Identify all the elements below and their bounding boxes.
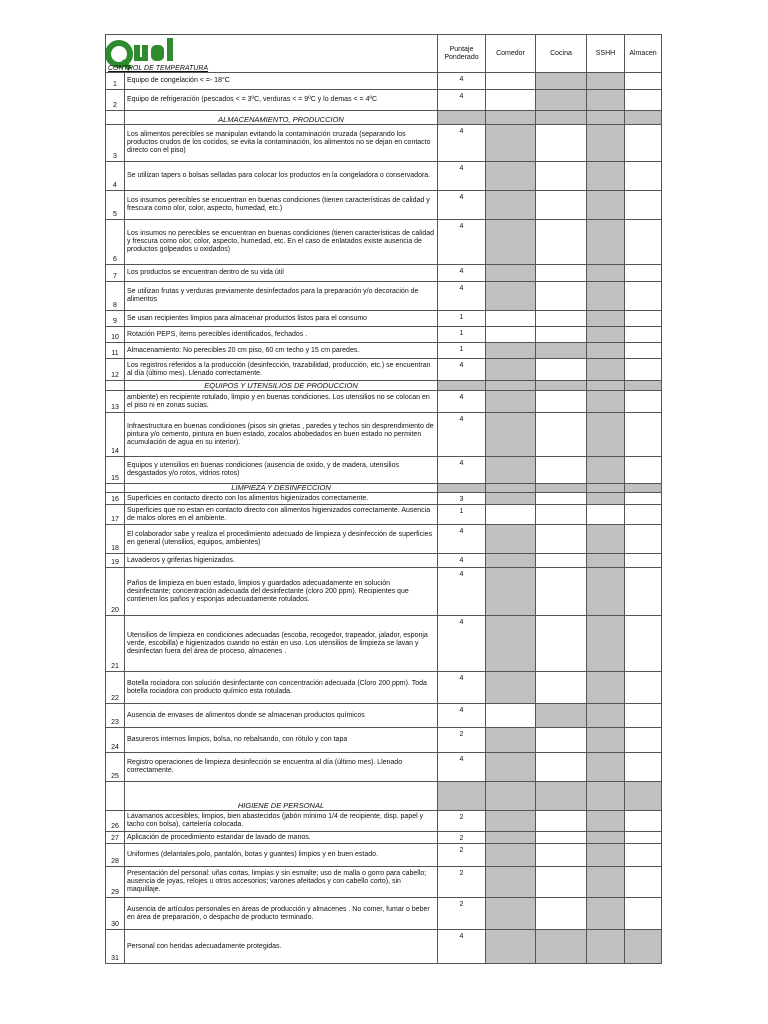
item-description: Los registros referidos a la producción (desinfección, trazabilidad, producción, etc.) se encuentran al día (último mes). Llenado correctamente. [125,359,438,381]
table-row [106,90,662,111]
cocina-cell[interactable] [536,832,587,844]
item-number: 25 [106,753,125,782]
item-description: Los insumos no perecibles se encuentran en buenas condiciones (tienen características de calidad y frescura como olor, color, aspecto, humedad, etc. En el caso de enlatados existe ausencia de productos golpeados u oxidados) [125,220,438,265]
almacen-cell[interactable] [625,672,662,704]
sshh-cell[interactable] [587,493,625,505]
item-number: 18 [106,525,125,554]
item-description: Los insumos perecibles se encuentran en buenas condiciones (tienen características de calidad y frescura como olor, color, aspecto, humedad, etc.) [125,191,438,220]
sshh-cell[interactable] [587,811,625,832]
item-description: Basureros internos limpios, bolsa, no rebalsando, con rótulo y con tapa [125,728,438,753]
section-fill-cell [587,782,625,811]
item-description: Ausencia de artículos personales en áreas de producción y almacenes . No comer, fumar o beber en área de preparación, o despacho de producto terminado. [125,898,438,930]
section-title-control-temperatura: CONTROL DE TEMPERATURA [108,65,209,72]
section-fill-cell [536,111,587,125]
item-description: Se utilizan tapers o bolsas selladas para colocar los productos en la congeladora o conservadora. [125,162,438,191]
cocina-cell[interactable] [536,930,587,964]
cocina-cell[interactable] [536,125,587,162]
comedor-cell[interactable] [486,125,536,162]
section-fill-cell [486,111,536,125]
item-description: Ausencia de envases de alimentos donde se almacenan productos químicos [125,704,438,728]
item-score: 4 [438,525,486,554]
sshh-cell[interactable] [587,844,625,867]
table-row [106,505,662,525]
table-row [106,359,662,381]
section-row [106,381,662,391]
sshh-cell[interactable] [587,413,625,457]
almacen-cell[interactable] [625,844,662,867]
almacen-cell[interactable] [625,413,662,457]
item-description: Personal con heridas adecuadamente protegidas. [125,930,438,964]
item-number: 13 [106,391,125,413]
section-fill-cell [486,484,536,493]
almacen-cell[interactable] [625,867,662,898]
item-number: 9 [106,311,125,327]
section-fill-cell [625,111,662,125]
cocina-cell[interactable] [536,359,587,381]
cocina-cell[interactable] [536,327,587,343]
item-description: El colaborador sabe y realiza el procedimiento adecuado de limpieza y desinfección de superficies en general (utensilios, equipos, ambientes) [125,525,438,554]
item-number: 5 [106,191,125,220]
sshh-cell[interactable] [587,457,625,484]
item-number: 14 [106,413,125,457]
table-row [106,704,662,728]
item-number: 16 [106,493,125,505]
cocina-cell[interactable] [536,413,587,457]
section-row [106,782,662,811]
section-title: LIMPIEZA Y DESINFECCION [125,484,438,493]
comedor-cell[interactable] [486,493,536,505]
item-score: 2 [438,898,486,930]
item-description: Equipos y utensilios en buenas condiciones (ausencia de oxido, y de madera, utensilios desgastados y/o rotos, vidrios rotos) [125,457,438,484]
comedor-cell[interactable] [486,282,536,311]
cocina-cell[interactable] [536,162,587,191]
item-description: Uniformes (delantales,polo, pantalón, botas y guantes) limpios y en buen estado. [125,844,438,867]
comedor-cell[interactable] [486,844,536,867]
sshh-cell[interactable] [587,191,625,220]
item-score: 4 [438,391,486,413]
comedor-cell[interactable] [486,728,536,753]
item-description: Lavaderos y griferias higienizados. [125,554,438,568]
section-num-cell [106,782,125,811]
item-score: 4 [438,73,486,90]
item-score: 4 [438,457,486,484]
item-score: 4 [438,282,486,311]
almacen-cell[interactable] [625,525,662,554]
item-description: Los alimentos perecibles se manipulan evitando la contaminación cruzada (separando los productos crudos de los cocidos, se evita la contaminación, los alimentos no se dejan en contacto directo con el piso) [125,125,438,162]
item-score: 4 [438,265,486,282]
item-number: 19 [106,554,125,568]
almacen-cell[interactable] [625,493,662,505]
cocina-cell[interactable] [536,753,587,782]
section-fill-cell [486,381,536,391]
cocina-cell[interactable] [536,282,587,311]
comedor-cell[interactable] [486,343,536,359]
sshh-cell[interactable] [587,343,625,359]
cocina-cell[interactable] [536,568,587,616]
item-number: 12 [106,359,125,381]
cocina-cell[interactable] [536,704,587,728]
sshh-cell[interactable] [587,554,625,568]
cocina-cell[interactable] [536,554,587,568]
item-description: Equipo de congelación < =- 18°C [125,73,438,90]
item-score: 4 [438,616,486,672]
col-almacen-header: Almacen [625,35,662,73]
cocina-cell[interactable] [536,265,587,282]
cocina-cell[interactable] [536,525,587,554]
table-row [106,413,662,457]
almacen-cell[interactable] [625,457,662,484]
cocina-cell[interactable] [536,311,587,327]
item-number: 8 [106,282,125,311]
section-fill-cell [438,381,486,391]
header-row [106,35,662,73]
table-row [106,867,662,898]
item-number: 30 [106,898,125,930]
col-cocina-header: Cocina [536,35,587,73]
comedor-cell[interactable] [486,90,536,111]
item-description: Almacenamiento: No perecibles 20 cm piso, 60 cm techo y 15 cm paredes. [125,343,438,359]
item-number: 27 [106,832,125,844]
item-score: 3 [438,493,486,505]
comedor-cell[interactable] [486,672,536,704]
item-number: 24 [106,728,125,753]
checklist-table [105,34,662,964]
almacen-cell[interactable] [625,616,662,672]
comedor-cell[interactable] [486,704,536,728]
almacen-cell[interactable] [625,220,662,265]
almacen-cell[interactable] [625,832,662,844]
item-number: 10 [106,327,125,343]
item-description: Superficies en contacto directo con los alimentos higienizados correctamente. [125,493,438,505]
item-number: 21 [106,616,125,672]
item-score: 2 [438,867,486,898]
table-row [106,728,662,753]
item-number: 29 [106,867,125,898]
table-row [106,568,662,616]
item-description: Utensilios de limpieza en condiciones adecuadas (escoba, recogedor, trapeador, jalador, esponja verde, escobilla) e higienizados cuando no están en uso. Los utensilios de limpieza se lavan y desinfectan fuera del área de proceso, almacenes . [125,616,438,672]
almacen-cell[interactable] [625,90,662,111]
comedor-cell[interactable] [486,457,536,484]
cocina-cell[interactable] [536,493,587,505]
sshh-cell[interactable] [587,505,625,525]
section-fill-cell [625,381,662,391]
section-fill-cell [438,484,486,493]
section-fill-cell [587,484,625,493]
comedor-cell[interactable] [486,191,536,220]
sshh-cell[interactable] [587,220,625,265]
item-score: 4 [438,930,486,964]
cocina-cell[interactable] [536,728,587,753]
sshh-cell[interactable] [587,704,625,728]
table-row [106,844,662,867]
section-fill-cell [625,782,662,811]
comedor-cell[interactable] [486,525,536,554]
almacen-cell[interactable] [625,343,662,359]
comedor-cell[interactable] [486,73,536,90]
comedor-cell[interactable] [486,327,536,343]
item-description: Superficies que no estan en contacto directo con alimentos higienizados correctamente. Ausencia de malos olores en el ambiente. [125,505,438,525]
sshh-cell[interactable] [587,898,625,930]
section-fill-cell [536,782,587,811]
almacen-cell[interactable] [625,568,662,616]
almacen-cell[interactable] [625,930,662,964]
sshh-cell[interactable] [587,125,625,162]
sshh-cell[interactable] [587,162,625,191]
sshh-cell[interactable] [587,672,625,704]
comedor-cell[interactable] [486,832,536,844]
almacen-cell[interactable] [625,753,662,782]
item-description: Infraestructura en buenas condiciones (pisos sin grietas , paredes y techos sin desprendimiento de pintura y/o cemento, pintura en buen estado, zocalos abobedados en buen estado no permiten acumulación de agua en su interior). [125,413,438,457]
table-row [106,898,662,930]
comedor-cell[interactable] [486,568,536,616]
almacen-cell[interactable] [625,811,662,832]
sshh-cell[interactable] [587,359,625,381]
cocina-cell[interactable] [536,672,587,704]
sshh-cell[interactable] [587,930,625,964]
item-score: 4 [438,125,486,162]
section-fill-cell [587,381,625,391]
section-fill-cell [536,381,587,391]
cocina-cell[interactable] [536,73,587,90]
comedor-cell[interactable] [486,265,536,282]
cocina-cell[interactable] [536,616,587,672]
col-comedor-header: Comedor [486,35,536,73]
almacen-cell[interactable] [625,311,662,327]
cocina-cell[interactable] [536,811,587,832]
almacen-cell[interactable] [625,898,662,930]
cocina-cell[interactable] [536,867,587,898]
comedor-cell[interactable] [486,359,536,381]
table-row [106,343,662,359]
table-row [106,457,662,484]
item-score: 4 [438,413,486,457]
almacen-cell[interactable] [625,162,662,191]
almacen-cell[interactable] [625,704,662,728]
section-num-cell [106,111,125,125]
table-row [106,73,662,90]
item-score: 2 [438,832,486,844]
item-description: Aplicación de procedimiento estandar de lavado de manos. [125,832,438,844]
item-number: 1 [106,73,125,90]
col-score-header: Puntaje Ponderado [438,35,486,73]
sshh-cell[interactable] [587,832,625,844]
section-fill-cell [486,782,536,811]
item-description: Registro operaciones de limpieza desinfección se encuentra al día (último mes). Llenado correctamente. [125,753,438,782]
comedor-cell[interactable] [486,753,536,782]
item-score: 4 [438,90,486,111]
section-num-cell [106,381,125,391]
item-number: 23 [106,704,125,728]
item-description: Se usan recipientes limpios para almacenar productos listos para el consumo [125,311,438,327]
table-row [106,525,662,554]
section-row [106,111,662,125]
item-number: 22 [106,672,125,704]
item-number: 2 [106,90,125,111]
sshh-cell[interactable] [587,525,625,554]
item-description: Presentación del personal: uñas cortas, limpias y sin esmalte; uso de malla o gorro para cabello; ausencia de joyas, relojes u otros accesorios; varones afeitados y con cabello corto), sin maquillaje. [125,867,438,898]
item-score: 1 [438,505,486,525]
cocina-cell[interactable] [536,90,587,111]
table-row [106,311,662,327]
comedor-cell[interactable] [486,162,536,191]
section-fill-cell [587,111,625,125]
table-row [106,191,662,220]
almacen-cell[interactable] [625,359,662,381]
section-title: EQUIPOS Y UTENSILIOS DE PRODUCCION [125,381,438,391]
item-score: 4 [438,568,486,616]
almacen-cell[interactable] [625,282,662,311]
logo-cell [106,35,438,73]
comedor-cell[interactable] [486,505,536,525]
item-number: 7 [106,265,125,282]
cocina-cell[interactable] [536,191,587,220]
table-row [106,125,662,162]
almacen-cell[interactable] [625,554,662,568]
sshh-cell[interactable] [587,311,625,327]
section-title: ALMACENAMIENTO, PRODUCCION [125,111,438,125]
comedor-cell[interactable] [486,898,536,930]
table-row [106,391,662,413]
item-score: 4 [438,753,486,782]
table-row [106,265,662,282]
item-number: 28 [106,844,125,867]
comedor-cell[interactable] [486,413,536,457]
table-row [106,220,662,265]
item-number: 20 [106,568,125,616]
sshh-cell[interactable] [587,391,625,413]
item-number: 4 [106,162,125,191]
col-sshh-header: SSHH [587,35,625,73]
item-description: Lavamanos accesibles, limpios, bien abastecidos (jabón mínimo 1/4 de recipiente, disp. papel y tacho con bolsa), cartelería colocada. [125,811,438,832]
table-row [106,282,662,311]
sshh-cell[interactable] [587,728,625,753]
item-number: 15 [106,457,125,484]
section-title: HIGIENE DE PERSONAL [125,782,438,811]
section-row [106,484,662,493]
item-score: 2 [438,844,486,867]
cocina-cell[interactable] [536,898,587,930]
sshh-cell[interactable] [587,568,625,616]
item-number: 31 [106,930,125,964]
almacen-cell[interactable] [625,505,662,525]
item-score: 4 [438,220,486,265]
item-score: 1 [438,311,486,327]
section-fill-cell [625,484,662,493]
sshh-cell[interactable] [587,616,625,672]
almacen-cell[interactable] [625,728,662,753]
cocina-cell[interactable] [536,457,587,484]
comedor-cell[interactable] [486,616,536,672]
sshh-cell[interactable] [587,753,625,782]
item-score: 4 [438,359,486,381]
table-row [106,832,662,844]
item-description: Se utilizan frutas y verduras previamente desinfectados para la preparación y/o decoración de alimentos [125,282,438,311]
comedor-cell[interactable] [486,554,536,568]
item-description: Botella rociadora con solución desinfectante con concentración adecuada (Cloro 200 ppm). Toda botella rociadora con producto químico esta rotulada. [125,672,438,704]
item-score: 4 [438,162,486,191]
comedor-cell[interactable] [486,311,536,327]
table-row [106,811,662,832]
item-number: 17 [106,505,125,525]
cocina-cell[interactable] [536,505,587,525]
item-number: 6 [106,220,125,265]
sshh-cell[interactable] [587,867,625,898]
almacen-cell[interactable] [625,191,662,220]
item-score: 1 [438,327,486,343]
almacen-cell[interactable] [625,327,662,343]
cocina-cell[interactable] [536,391,587,413]
comedor-cell[interactable] [486,391,536,413]
comedor-cell[interactable] [486,220,536,265]
comedor-cell[interactable] [486,930,536,964]
table-row [106,554,662,568]
item-score: 4 [438,191,486,220]
section-num-cell [106,484,125,493]
section-fill-cell [438,111,486,125]
item-score: 2 [438,811,486,832]
almacen-cell[interactable] [625,73,662,90]
item-description: ambiente) en recipiente rotulado, limpio y en buenas condiciones. Los utensilios no se colocan en el piso ni en zonas sucias. [125,391,438,413]
section-fill-cell [536,484,587,493]
sshh-cell[interactable] [587,282,625,311]
table-row [106,162,662,191]
table-row [106,930,662,964]
almacen-cell[interactable] [625,391,662,413]
item-description: Equipo de refrigeración (pescados < = 3ºC, verduras < = 9ºC y lo demas < = 4ºC [125,90,438,111]
table-row [106,753,662,782]
sshh-cell[interactable] [587,73,625,90]
item-score: 1 [438,343,486,359]
item-description: Rotación PEPS, ítems perecibles identificados, fechados . [125,327,438,343]
item-number: 26 [106,811,125,832]
cocina-cell[interactable] [536,343,587,359]
item-description: Los productos se encuentran dentro de su vida útil [125,265,438,282]
item-description: Paños de limpieza en buen estado, limpios y guardados adecuadamente en solución desinfectante; concentración adecuada del desinfectante (cloro 200 ppm). Recipientes que contienen los paños y esponjas adecuadamente rotulados. [125,568,438,616]
cocina-cell[interactable] [536,844,587,867]
table-row [106,493,662,505]
item-number: 11 [106,343,125,359]
table-row [106,327,662,343]
section-fill-cell [438,782,486,811]
item-score: 2 [438,728,486,753]
sshh-cell[interactable] [587,90,625,111]
sshh-cell[interactable] [587,327,625,343]
comedor-cell[interactable] [486,811,536,832]
item-score: 4 [438,554,486,568]
item-score: 4 [438,704,486,728]
cocina-cell[interactable] [536,220,587,265]
almacen-cell[interactable] [625,125,662,162]
item-number: 3 [106,125,125,162]
table-row [106,672,662,704]
sshh-cell[interactable] [587,265,625,282]
almacen-cell[interactable] [625,265,662,282]
comedor-cell[interactable] [486,867,536,898]
table-row [106,616,662,672]
item-score: 4 [438,672,486,704]
